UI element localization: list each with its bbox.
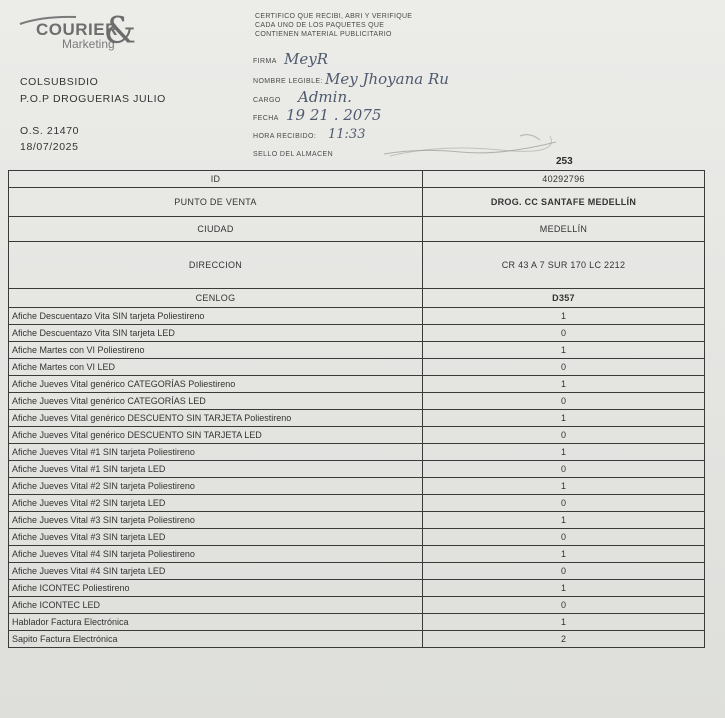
sello-label: SELLO DEL ALMACEN — [253, 151, 334, 158]
cargo-value: Admin. — [298, 88, 352, 106]
cargo-label: CARGO — [253, 97, 281, 104]
item-name: Afiche Jueves Vital genérico DESCUENTO SIN TARJETA LED — [9, 427, 423, 444]
pdv-row — [9, 188, 705, 217]
item-quantity: 1 — [423, 614, 705, 631]
ciudad-value: MEDELLÍN — [423, 217, 705, 242]
store-stamp-icon — [380, 132, 560, 158]
direccion-value: CR 43 A 7 SUR 170 LC 2212 — [423, 242, 705, 289]
table-row — [9, 325, 705, 342]
pop-name: P.O.P DROGUERIAS JULIO — [20, 93, 166, 105]
pdv-label: PUNTO DE VENTA — [9, 188, 423, 217]
pdv-value: DROG. CC SANTAFE MEDELLÍN — [423, 188, 705, 217]
item-quantity: 0 — [423, 359, 705, 376]
item-quantity: 0 — [423, 427, 705, 444]
table-row — [9, 597, 705, 614]
ciudad-row — [9, 217, 705, 242]
item-name: Afiche Jueves Vital #3 SIN tarjeta LED — [9, 529, 423, 546]
courier-marketing-logo — [18, 11, 138, 56]
item-name: Afiche Martes con VI LED — [9, 359, 423, 376]
item-name: Afiche Descuentazo Vita SIN tarjeta LED — [9, 325, 423, 342]
item-name: Afiche ICONTEC LED — [9, 597, 423, 614]
item-quantity: 0 — [423, 393, 705, 410]
item-quantity: 1 — [423, 376, 705, 393]
item-quantity: 0 — [423, 461, 705, 478]
item-rows — [9, 308, 705, 648]
item-name: Afiche Jueves Vital genérico CATEGORÍAS LED — [9, 393, 423, 410]
order-date: 18/07/2025 — [20, 141, 79, 153]
item-name: Afiche ICONTEC Poliestireno — [9, 580, 423, 597]
table-row — [9, 444, 705, 461]
id-row — [9, 171, 705, 188]
item-name: Afiche Jueves Vital #4 SIN tarjeta LED — [9, 563, 423, 580]
item-name: Afiche Martes con VI Poliestireno — [9, 342, 423, 359]
table-row — [9, 631, 705, 648]
hora-value: 11:33 — [328, 127, 366, 142]
item-name: Sapito Factura Electrónica — [9, 631, 423, 648]
item-quantity: 1 — [423, 444, 705, 461]
fecha-label: FECHA — [253, 115, 279, 122]
item-quantity: 1 — [423, 580, 705, 597]
firma-label: FIRMA — [253, 58, 277, 65]
direccion-row — [9, 242, 705, 289]
item-name: Afiche Jueves Vital #2 SIN tarjeta LED — [9, 495, 423, 512]
item-name: Afiche Jueves Vital #2 SIN tarjeta Poliestireno — [9, 478, 423, 495]
fecha-value: 19 21 . 2075 — [286, 106, 382, 124]
table-row — [9, 495, 705, 512]
table-row — [9, 376, 705, 393]
item-quantity: 2 — [423, 631, 705, 648]
item-name: Afiche Jueves Vital #3 SIN tarjeta Poliestireno — [9, 512, 423, 529]
ciudad-label: CIUDAD — [9, 217, 423, 242]
direccion-label: DIRECCION — [9, 242, 423, 289]
table-row — [9, 359, 705, 376]
item-quantity: 1 — [423, 342, 705, 359]
item-name: Afiche Jueves Vital #1 SIN tarjeta LED — [9, 461, 423, 478]
item-name: Afiche Jueves Vital #4 SIN tarjeta Poliestireno — [9, 546, 423, 563]
cenlog-row — [9, 289, 705, 308]
table-row — [9, 563, 705, 580]
item-quantity: 1 — [423, 478, 705, 495]
table-row — [9, 308, 705, 325]
item-quantity: 1 — [423, 512, 705, 529]
table-row — [9, 427, 705, 444]
delivery-table — [8, 170, 705, 648]
table-row — [9, 342, 705, 359]
item-quantity: 0 — [423, 325, 705, 342]
item-quantity: 1 — [423, 546, 705, 563]
table-row — [9, 478, 705, 495]
cenlog-value: D357 — [423, 289, 705, 308]
firma-signature: MeyR — [284, 50, 329, 68]
item-name: Afiche Jueves Vital genérico CATEGORÍAS Poliestireno — [9, 376, 423, 393]
table-row — [9, 580, 705, 597]
nombre-value: Mey Jhoyana Ru — [325, 70, 449, 88]
table-row — [9, 529, 705, 546]
table-row — [9, 393, 705, 410]
page-number: 253 — [556, 156, 573, 167]
hora-label: HORA RECIBIDO: — [253, 133, 317, 140]
table-row — [9, 614, 705, 631]
table-row — [9, 546, 705, 563]
id-label: ID — [9, 171, 423, 188]
table-row — [9, 410, 705, 427]
item-name: Afiche Descuentazo Vita SIN tarjeta Poliestireno — [9, 308, 423, 325]
table-row — [9, 512, 705, 529]
item-quantity: 1 — [423, 410, 705, 427]
item-name: Afiche Jueves Vital genérico DESCUENTO SIN TARJETA Poliestireno — [9, 410, 423, 427]
logo-word-courier: COURIER — [36, 20, 118, 39]
id-value: 40292796 — [423, 171, 705, 188]
item-quantity: 1 — [423, 308, 705, 325]
certification-text: CERTIFICO QUE RECIBI, ABRI Y VERIFIQUE CADA UNO DE LOS PAQUETES QUE CONTIENEN MATERIAL PUBLICITARIO — [255, 13, 413, 38]
table-row — [9, 461, 705, 478]
item-name: Afiche Jueves Vital #1 SIN tarjeta Poliestireno — [9, 444, 423, 461]
item-quantity: 0 — [423, 529, 705, 546]
logo-word-marketing: Marketing — [62, 37, 115, 51]
client-name: COLSUBSIDIO — [20, 76, 99, 88]
order-number: O.S. 21470 — [20, 125, 80, 137]
item-quantity: 0 — [423, 563, 705, 580]
item-name: Hablador Factura Electrónica — [9, 614, 423, 631]
item-quantity: 0 — [423, 495, 705, 512]
logo-ampersand: & — [104, 11, 137, 52]
nombre-label: NOMBRE LEGIBLE: — [253, 78, 323, 85]
cenlog-label: CENLOG — [9, 289, 423, 308]
item-quantity: 0 — [423, 597, 705, 614]
